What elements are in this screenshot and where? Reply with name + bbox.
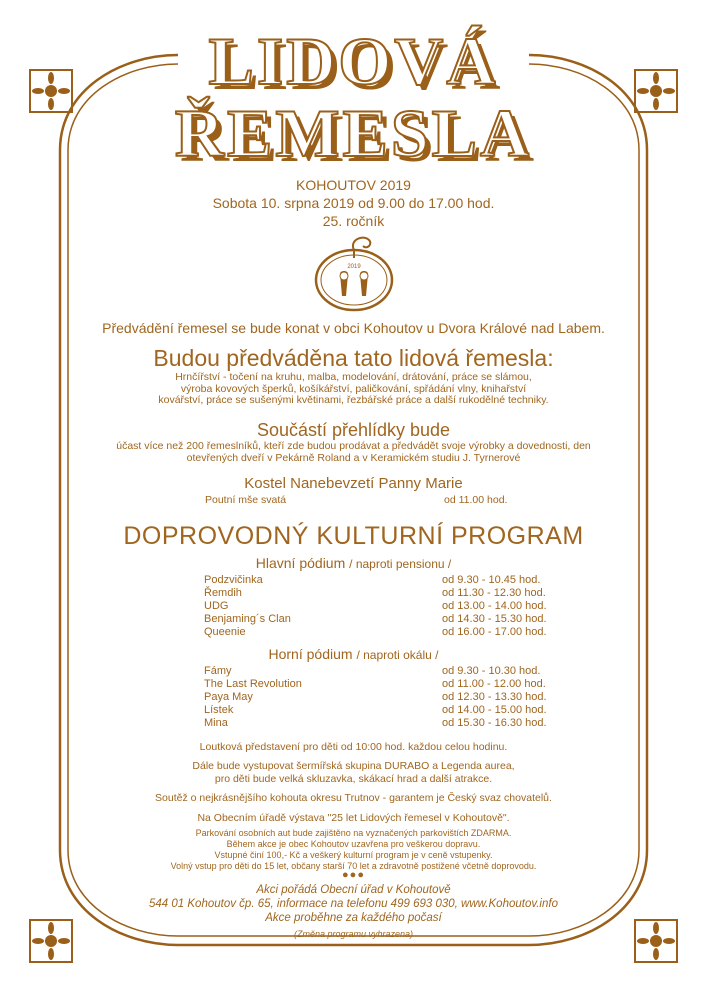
- performer-name: The Last Revolution: [204, 678, 302, 690]
- performer-time: od 11.30 - 12.30 hod.: [442, 587, 546, 599]
- organizer-line: 544 01 Kohoutov čp. 65, informace na telefonu 499 693 030, www.Kohoutov.info: [149, 898, 558, 910]
- crafts-line: Hrnčířství - točení na kruhu, malba, modelování, drátování, práce se slámou,: [175, 371, 532, 383]
- schedule-row: [204, 665, 564, 677]
- stage2-name: Horní pódium: [268, 646, 353, 662]
- event-logo: [313, 232, 395, 314]
- church-heading: Kostel Nanebevzetí Panny Marie: [244, 475, 463, 492]
- performer-time: od 9.30 - 10.30 hod.: [442, 665, 541, 677]
- crafts-line: kovářství, práce se sušenými květinami, řezbářské práce a další rukodělné techniky.: [158, 394, 549, 406]
- schedule-row: [204, 717, 564, 729]
- schedule-row: [204, 574, 564, 586]
- performer-name: Řemdih: [204, 587, 242, 599]
- logo-year: 2019: [347, 264, 361, 270]
- parking-line: Volný vstup pro děti do 15 let, občany starší 70 let a zdravotně postižené včetně doprovodu.: [170, 861, 537, 871]
- corner-ornament-bl: [30, 920, 72, 962]
- organizer-line: Akce proběhne za každého počasí: [265, 912, 442, 924]
- performer-name: Paya May: [204, 691, 253, 703]
- exhibit-note: Na Obecním úřadě výstava "25 let Lidových řemesel v Kohoutově".: [197, 812, 510, 824]
- performer-time: od 15.30 - 16.30 hod.: [442, 717, 547, 729]
- crafts-heading: Budou předváděna tato lidová řemesla:: [153, 345, 554, 371]
- change-note: (Změna programu vyhrazena): [293, 929, 414, 939]
- schedule-row: [204, 587, 564, 599]
- mass-time: od 11.00 hod.: [444, 494, 508, 506]
- part-text: [0, 440, 707, 464]
- performer-time: od 12.30 - 13.30 hod.: [442, 691, 547, 703]
- schedule-row: [204, 613, 564, 625]
- performer-name: Queenie: [204, 626, 246, 638]
- event-edition: 25. ročník: [322, 213, 385, 229]
- organizer-line: Akci pořádá Obecní úřad v Kohoutově: [256, 884, 451, 896]
- parking-note: [0, 828, 707, 872]
- part-line: účast více než 200 řemeslníků, kteří zde budou prodávat a předvádět svoje výrobky a dovednosti, den: [116, 440, 591, 452]
- fencing-line: pro děti bude velká skluzavka, skákací hrad a další atrakce.: [214, 773, 493, 785]
- crafts-list: [0, 372, 707, 407]
- performer-name: Lístek: [204, 704, 234, 716]
- fencing-line: Dále bude vystupovat šermířská skupina DURABO a Legenda aurea,: [192, 760, 515, 772]
- event-info: [0, 176, 707, 230]
- mass-label: Poutní mše svatá: [205, 494, 287, 506]
- performer-name: Benjaming´s Clan: [204, 613, 291, 625]
- parking-line: Během akce je obec Kohoutov uzavřena pro veškerou dopravu.: [226, 839, 481, 849]
- contest-note: Soutěž o nejkrásnějšího kohouta okresu Trutnov - garantem je Český svaz chovatelů.: [155, 792, 552, 804]
- stage1-heading: [0, 555, 707, 571]
- fencing-note: [0, 760, 707, 786]
- performer-time: od 16.00 - 17.00 hod.: [442, 626, 547, 638]
- performer-time: od 14.00 - 15.00 hod.: [442, 704, 547, 716]
- schedule-row: [204, 704, 564, 716]
- stage1-note: / naproti pensionu /: [349, 557, 452, 571]
- performer-time: od 9.30 - 10.45 hod.: [442, 574, 541, 586]
- performer-time: od 14.30 - 15.30 hod.: [442, 613, 547, 625]
- performer-name: Fámy: [204, 665, 232, 677]
- stage1-name: Hlavní pódium: [255, 555, 346, 571]
- schedule-row: [204, 691, 564, 703]
- stage2-heading: [0, 646, 707, 662]
- performer-name: UDG: [204, 600, 229, 612]
- schedule-row: [204, 626, 564, 638]
- crafts-line: výroba kovových šperků, košíkářství, paličkování, spřádání vlny, knihařství: [180, 382, 527, 395]
- program-heading: DOPROVODNÝ KULTURNÍ PROGRAM: [123, 522, 584, 550]
- part-heading: Součástí přehlídky bude: [256, 420, 451, 440]
- parking-line: Parkování osobních aut bude zajištěno na vyznačených parkovištích ZDARMA.: [195, 828, 512, 838]
- event-place: KOHOUTOV 2019: [296, 177, 411, 193]
- parking-line: Vstupné činí 100,- Kč a veškerý kulturní program je v ceně vstupenky.: [214, 850, 493, 860]
- title-line1: LIDOVÁ: [208, 23, 499, 99]
- title-line2: ŘEMESLA: [174, 95, 533, 171]
- separator-dots: ●●●: [342, 869, 365, 881]
- organizer-info: [0, 883, 707, 925]
- corner-ornament-br: [635, 920, 677, 962]
- intro-text: Předvádění řemesel se bude konat v obci Kohoutov u Dvora Králové nad Labem.: [102, 320, 605, 336]
- puppet-note: Loutková představení pro děti od 10:00 hod. každou celou hodinu.: [199, 741, 508, 753]
- schedule-row: [204, 600, 564, 612]
- part-line: otevřených dveří v Pekárně Roland a v Keramickém studiu J. Tyrnerové: [186, 452, 521, 464]
- performer-time: od 11.00 - 12.00 hod.: [442, 678, 546, 690]
- performer-name: Podzvičinka: [204, 574, 263, 586]
- event-date: Sobota 10. srpna 2019 od 9.00 do 17.00 hod.: [212, 195, 495, 211]
- performer-time: od 13.00 - 14.00 hod.: [442, 600, 547, 612]
- schedule-row: [204, 678, 564, 690]
- performer-name: Mina: [204, 717, 228, 729]
- stage2-note: / naproti okálu /: [356, 648, 439, 662]
